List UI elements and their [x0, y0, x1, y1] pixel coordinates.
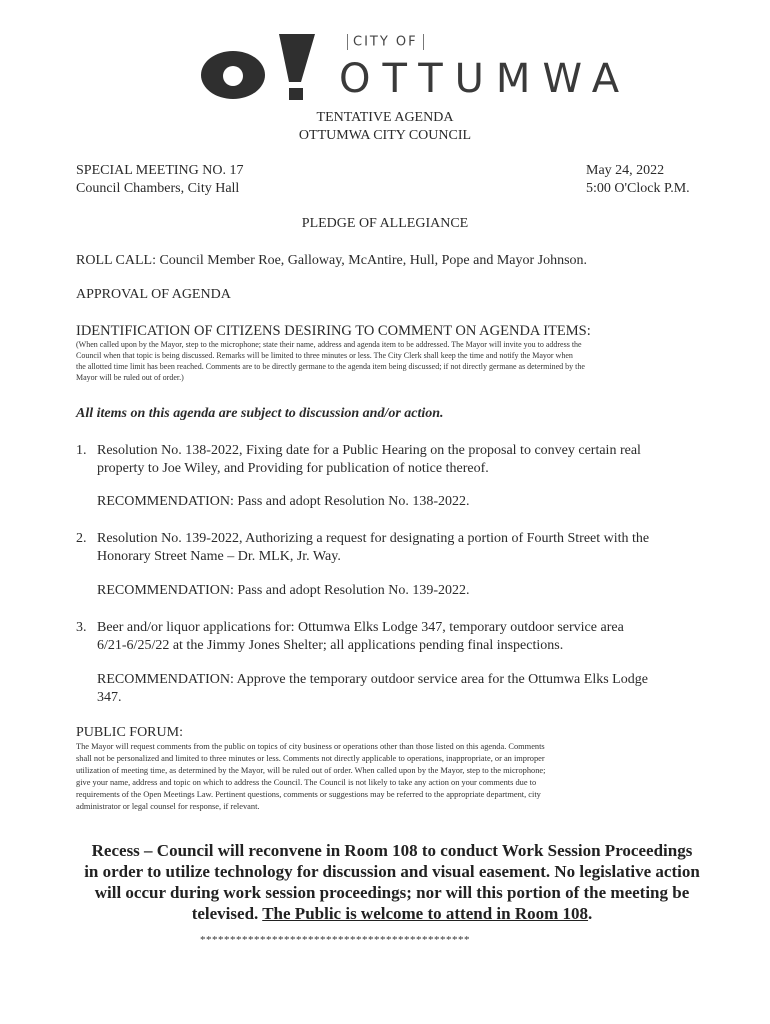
meeting-time: 5:00 O'Clock P.M. [586, 181, 690, 196]
public-forum-line: give your name, address and topic on which to address the Council. The Council is not likely to take any action on your comments due to [76, 778, 537, 787]
public-forum-line: The Mayor will request comments from the public on topics of city business or operations other than those listed on this agenda. Comments [76, 742, 545, 751]
identification-line: Council when that topic is being discussed. Remarks will be limited to three minutes or less. The City Clerk shall keep the time and notify the Mayor when [76, 351, 573, 360]
recess-line: in order to utilize technology for discussion and visual easement. No legislative action [84, 862, 700, 881]
item-recommendation: RECOMMENDATION: Approve the temporary outdoor service area for the Ottumwa Elks Lodge [97, 672, 648, 687]
item-text: 6/21-6/25/22 at the Jimmy Jones Shelter; all applications pending final inspections. [97, 638, 564, 653]
identification-line: Mayor will be ruled out of order.) [76, 373, 184, 382]
public-forum-line: requirements of the Open Meetings Law. Pertinent questions, comments or suggestions may be referred to the appropriate department, city [76, 790, 541, 799]
recess-line: will occur during work session proceedings; nor will this portion of the meeting be [94, 883, 690, 902]
public-welcome: The Public is welcome to attend in Room 108 [262, 904, 589, 923]
item-number: 3. [76, 620, 87, 635]
logo-city-of: CITY OF [342, 34, 429, 50]
item-text: Honorary Street Name – Dr. MLK, Jr. Way. [97, 549, 341, 564]
item-recommendation: RECOMMENDATION: Pass and adopt Resolution No. 139-2022. [97, 583, 470, 598]
recess-line: Recess – Council will reconvene in Room 108 to conduct Work Session Proceedings [91, 841, 693, 860]
item-recommendation: 347. [97, 690, 122, 705]
action-notice: All items on this agenda are subject to discussion and/or action. [76, 406, 444, 421]
recess-line-final: televised. The Public is welcome to attend in Room 108. [191, 904, 593, 923]
public-forum-line: utilization of meeting time, as determined by the Mayor, will be ruled out of order. When called upon by the Mayor, step to the microphone; [76, 766, 546, 775]
identification-heading: IDENTIFICATION OF CITIZENS DESIRING TO COMMENT ON AGENDA ITEMS: [76, 323, 591, 339]
footer-divider: ********************************************* [200, 934, 470, 946]
item-recommendation: RECOMMENDATION: Pass and adopt Resolution No. 138-2022. [97, 494, 470, 509]
public-forum-line: shall not be personalized and limited to three minutes or less. Comments not directly applicable to operations, inappropriate, or an improper [76, 754, 545, 763]
logo-wordmark: OTTUMWA [339, 56, 632, 102]
meeting-number: SPECIAL MEETING NO. 17 [76, 163, 244, 178]
meeting-date: May 24, 2022 [586, 163, 665, 178]
recess-notice [62, 840, 722, 924]
item-number: 2. [76, 531, 87, 546]
public-forum-heading: PUBLIC FORUM: [76, 725, 183, 740]
public-forum-line: administrator or legal counsel for response, if relevant. [76, 802, 260, 811]
roll-call: ROLL CALL: Council Member Roe, Galloway, McAntire, Hull, Pope and Mayor Johnson. [76, 253, 588, 268]
council-title: OTTUMWA CITY COUNCIL [298, 128, 472, 143]
approval-heading: APPROVAL OF AGENDA [76, 287, 231, 302]
item-text: Resolution No. 139-2022, Authorizing a request for designating a portion of Fourth Street with the [97, 531, 650, 546]
agenda-title: TENTATIVE AGENDA [316, 110, 454, 125]
identification-line: (When called upon by the Mayor, step to the microphone; state their name, address and agenda item to be addressed. The Mayor will invite you to address the [76, 340, 582, 349]
item-text: Resolution No. 138-2022, Fixing date for a Public Hearing on the proposal to convey certain real [97, 443, 641, 458]
meeting-location: Council Chambers, City Hall [76, 181, 240, 196]
pledge-heading: PLEDGE OF ALLEGIANCE [301, 216, 469, 231]
identification-line: the allotted time limit has been reached. Comments are to be directly germane to the agenda item being discussed; if not directly germane as determined by the [76, 362, 585, 371]
item-text: property to Joe Wiley, and Providing for publication of notice thereof. [97, 461, 489, 476]
item-number: 1. [76, 443, 87, 458]
item-text: Beer and/or liquor applications for: Ottumwa Elks Lodge 347, temporary outdoor service area [97, 620, 624, 635]
